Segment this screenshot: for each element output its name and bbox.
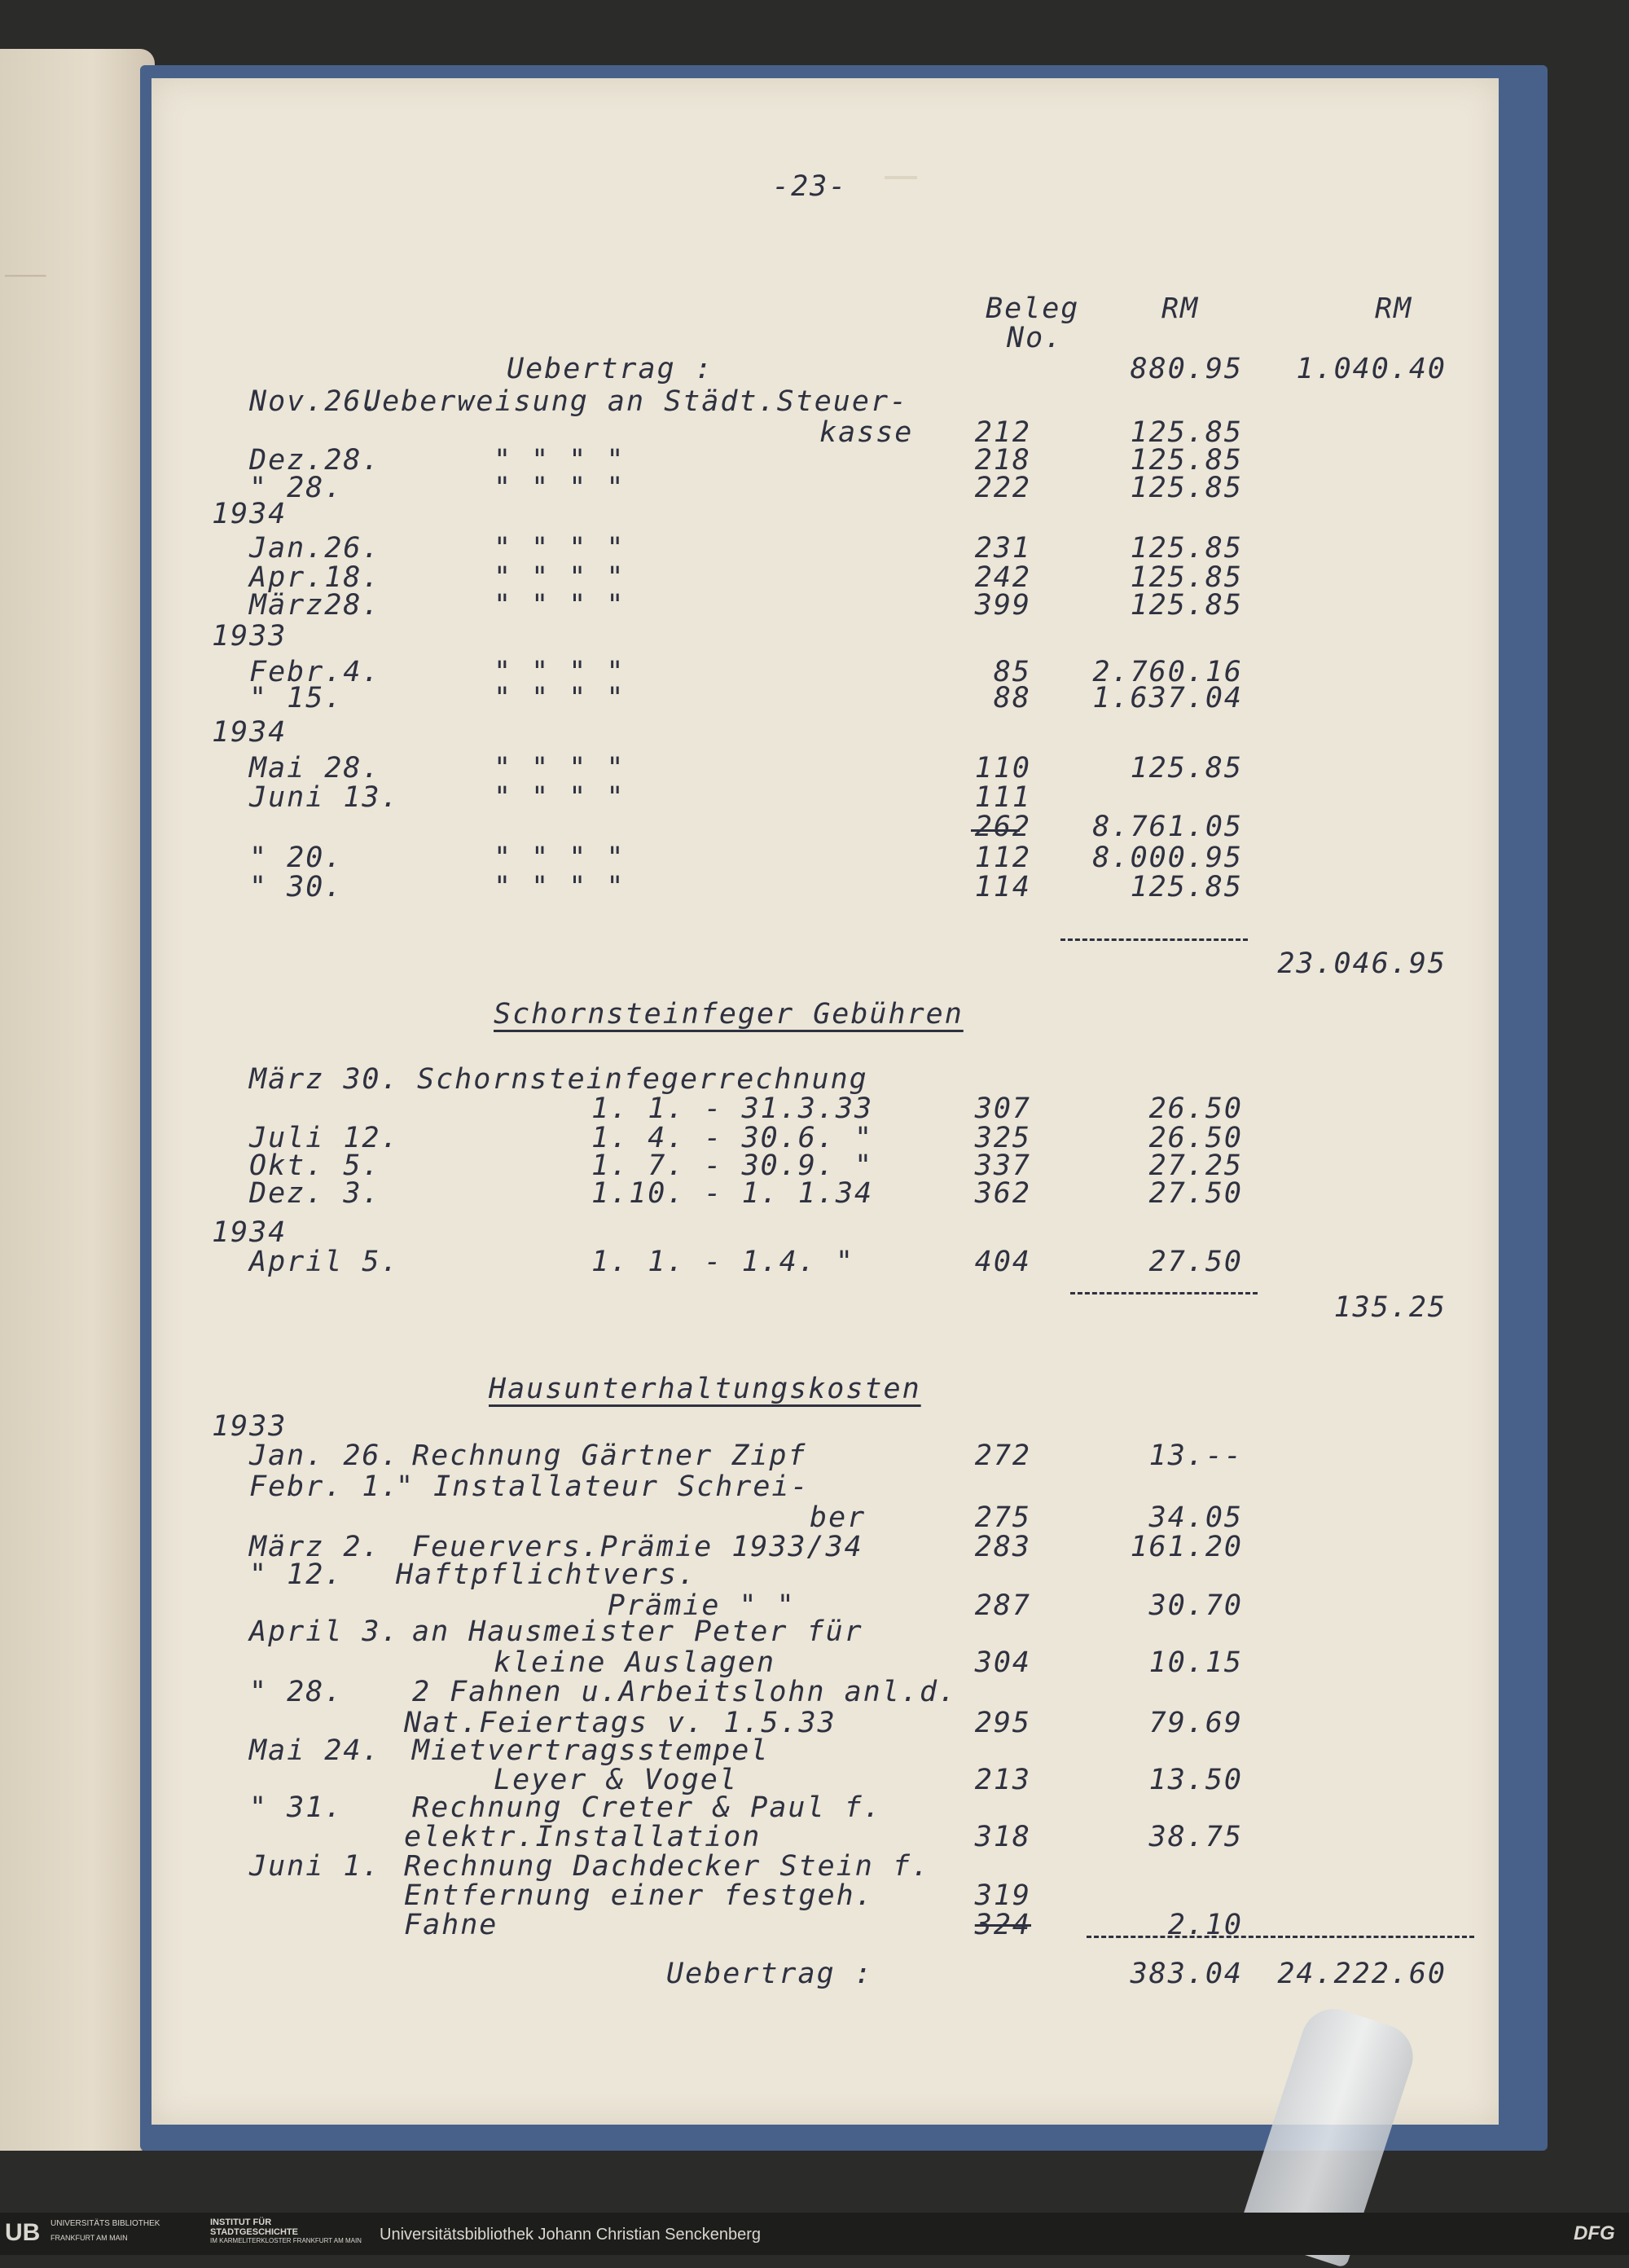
entry-beleg-no: 213 — [974, 1764, 1031, 1796]
entry-date: Mai 28. — [249, 752, 381, 785]
entry-description: Nat.Feiertags v. 1.5.33 — [404, 1707, 836, 1739]
entry-beleg-no: 287 — [974, 1589, 1031, 1622]
entry-beleg-no: 399 — [974, 589, 1031, 622]
entry-amount: 10.15 — [1148, 1646, 1243, 1679]
entry-description: Schornsteinfegerrechnung — [417, 1063, 868, 1096]
entry-beleg-no: 324 — [974, 1909, 1031, 1941]
entry-beleg-no: 242 — [974, 561, 1031, 594]
entry-beleg-no: 231 — [974, 532, 1031, 565]
entry-amount: 125.85 — [1130, 444, 1243, 477]
entry-description: Feuervers.Prämie 1933/34 — [412, 1531, 863, 1563]
entry-date: April 3. — [249, 1615, 400, 1648]
entry-date: Jan.26. — [249, 532, 381, 565]
entry-date: " 31. — [249, 1791, 344, 1824]
entry-beleg-no: 262 — [974, 811, 1031, 843]
entry-date: Juli 12. — [249, 1122, 400, 1154]
entry-description: " " " " — [494, 444, 626, 477]
document-page — [151, 78, 1499, 2125]
ub-logo: UB — [5, 2219, 41, 2246]
header-beleg: Beleg — [986, 292, 1080, 325]
entry-date: März 2. — [249, 1531, 381, 1563]
entry-description: 1. 4. - 30.6. " — [591, 1122, 874, 1154]
entry-amount: 8.761.05 — [1092, 811, 1243, 843]
entry-date: Febr. 1. — [249, 1470, 400, 1503]
year-label: 1934 — [212, 716, 288, 749]
entry-amount: 8.000.95 — [1092, 842, 1243, 874]
entry-date: Dez. 3. — [249, 1177, 381, 1210]
entry-description: Rechnung Dachdecker Stein f. — [404, 1850, 931, 1883]
entry-amount: 79.69 — [1148, 1707, 1243, 1739]
entry-date: März 30. — [249, 1063, 400, 1096]
bleed-text: ——— — [5, 261, 46, 288]
entry-amount: 26.50 — [1148, 1122, 1243, 1154]
entry-description: Mietvertragsstempel — [412, 1734, 770, 1767]
entry-beleg-no: 110 — [974, 752, 1031, 785]
entry-description: Fahne — [404, 1909, 498, 1941]
entry-amount: 125.85 — [1130, 472, 1243, 504]
entry-amount: 1.637.04 — [1092, 682, 1243, 714]
entry-amount: 125.85 — [1130, 561, 1243, 594]
entry-beleg-no: 272 — [974, 1439, 1031, 1472]
entry-amount: 26.50 — [1148, 1092, 1243, 1125]
entry-description: an Hausmeister Peter für — [412, 1615, 863, 1648]
beleg-underline — [971, 829, 1020, 832]
entry-beleg-no: 218 — [974, 444, 1031, 477]
entry-amount: 2.760.16 — [1092, 656, 1243, 688]
entry-amount: 2.10 — [1167, 1909, 1243, 1941]
entry-description: kasse — [819, 416, 914, 449]
entry-beleg-no: 362 — [974, 1177, 1031, 1210]
header-rm-total: RM — [1375, 292, 1413, 325]
entry-beleg-no: 283 — [974, 1531, 1031, 1563]
entry-description: Haftpflichtvers. — [396, 1558, 697, 1591]
entry-beleg-no: 222 — [974, 472, 1031, 504]
entry-amount: 13.50 — [1148, 1764, 1243, 1796]
entry-description: " " " " — [494, 752, 626, 785]
entry-amount: 27.25 — [1148, 1149, 1243, 1182]
entry-beleg-no: 212 — [974, 416, 1031, 449]
entry-amount: 30.70 — [1148, 1589, 1243, 1622]
entry-amount: 125.85 — [1130, 589, 1243, 622]
entry-beleg-no: 307 — [974, 1092, 1031, 1125]
entry-description: ber — [810, 1501, 867, 1534]
running-total: 135.25 — [1333, 1291, 1447, 1324]
entry-beleg-no: 319 — [974, 1879, 1031, 1912]
entry-beleg-no: 404 — [974, 1246, 1031, 1278]
entry-date: Juni 1. — [249, 1850, 381, 1883]
entry-date: April 5. — [249, 1246, 400, 1278]
entry-description: " " " " — [494, 656, 626, 688]
entry-amount: 880.95 — [1130, 353, 1243, 385]
section-heading: Schornsteinfeger Gebühren — [494, 998, 964, 1031]
ub-logo-sub: FRANKFURT AM MAIN — [50, 2234, 128, 2242]
year-label: 1933 — [212, 620, 288, 653]
entry-date: Dez.28. — [249, 444, 381, 477]
footer-bar — [0, 2213, 1629, 2255]
entry-beleg-no: 85 — [993, 656, 1031, 688]
entry-date: " 28. — [249, 1676, 344, 1708]
entry-beleg-no: 275 — [974, 1501, 1031, 1534]
entry-date: März28. — [249, 589, 381, 622]
sum-rule-3 — [1087, 1936, 1474, 1938]
entry-description: " " " " — [494, 589, 626, 622]
entry-amount: 125.85 — [1130, 416, 1243, 449]
entry-description: kleine Auslagen — [494, 1646, 776, 1679]
entry-description: Entfernung einer festgeh. — [404, 1879, 874, 1912]
entry-date: " 20. — [249, 842, 344, 874]
entry-description: " " " " — [494, 781, 626, 814]
entry-amount: 125.85 — [1130, 752, 1243, 785]
entry-description: " " " " — [494, 472, 626, 504]
entry-description: " " " " — [494, 532, 626, 565]
entry-amount: 13.-- — [1148, 1439, 1243, 1472]
entry-date: Jan. 26. — [249, 1439, 400, 1472]
running-total: 23.046.95 — [1277, 947, 1447, 980]
entry-description: " " " " — [494, 561, 626, 594]
entry-description: Leyer & Vogel — [494, 1764, 738, 1796]
running-total: 1.040.40 — [1296, 353, 1447, 385]
header-rm: RM — [1161, 292, 1200, 325]
entry-description: Prämie " " — [608, 1589, 796, 1622]
dfg-logo: DFG — [1574, 2222, 1615, 2244]
year-label: 1934 — [212, 1216, 288, 1249]
entry-description: " " " " — [494, 682, 626, 714]
running-total: 24.222.60 — [1277, 1958, 1447, 1990]
section-heading: Hausunterhaltungskosten — [489, 1373, 921, 1405]
entry-beleg-no: 114 — [974, 871, 1031, 903]
entry-amount: 125.85 — [1130, 871, 1243, 903]
entry-date: Febr.4. — [249, 656, 381, 688]
entry-beleg-no: 88 — [993, 682, 1031, 714]
previous-page-edge — [0, 49, 155, 2151]
carryover-label: Uebertrag : — [507, 353, 714, 385]
entry-description: Rechnung Creter & Paul f. — [412, 1791, 882, 1824]
entry-date: " 12. — [249, 1558, 344, 1591]
entry-description: Rechnung Gärtner Zipf — [412, 1439, 807, 1472]
carryover-label: Uebertrag : — [666, 1958, 873, 1990]
entry-description: " " " " — [494, 842, 626, 874]
entry-description: " " " " — [494, 871, 626, 903]
entry-beleg-no: 325 — [974, 1122, 1031, 1154]
entry-date: Apr.18. — [249, 561, 381, 594]
year-label: 1934 — [212, 498, 288, 530]
sum-rule-2 — [1070, 1292, 1258, 1294]
header-no: No. — [1007, 322, 1064, 354]
entry-description: 1. 1. - 31.3.33 — [591, 1092, 874, 1125]
entry-date: Mai 24. — [249, 1734, 381, 1767]
entry-amount: 27.50 — [1148, 1177, 1243, 1210]
entry-date: " 28. — [249, 472, 344, 504]
entry-amount: 161.20 — [1130, 1531, 1243, 1563]
entry-description: 1. 7. - 30.9. " — [591, 1149, 874, 1182]
entry-date: " 15. — [249, 682, 344, 714]
entry-amount: 34.05 — [1148, 1501, 1243, 1534]
library-name: Universitätsbibliothek Johann Christian Senckenberg — [380, 2226, 762, 2244]
entry-beleg-no: 337 — [974, 1149, 1031, 1182]
isg-logo-sub: IM KARMELITERKLOSTER FRANKFURT AM MAIN — [210, 2237, 362, 2244]
entry-beleg-no: 304 — [974, 1646, 1031, 1679]
year-label: 1933 — [212, 1410, 288, 1443]
entry-date: " 30. — [249, 871, 344, 903]
page-number: -23- — [772, 170, 848, 203]
sum-rule-1 — [1060, 938, 1248, 941]
entry-beleg-no: 111 — [974, 781, 1031, 814]
entry-amount: 27.50 — [1148, 1246, 1243, 1278]
entry-description: Ueberweisung an Städt.Steuer- — [363, 385, 909, 418]
entry-amount: 383.04 — [1130, 1958, 1243, 1990]
entry-amount: 38.75 — [1148, 1821, 1243, 1853]
ub-logo-text: UNIVERSITÄTS BIBLIOTHEK — [50, 2219, 160, 2228]
entry-date: Nov.26. — [249, 385, 381, 418]
entry-description: 1.10. - 1. 1.34 — [591, 1177, 874, 1210]
entry-beleg-no: 318 — [974, 1821, 1031, 1853]
entry-date: Juni 13. — [249, 781, 400, 814]
entry-description: elektr.Installation — [404, 1821, 762, 1853]
isg-logo: INSTITUT FÜR STADTGESCHICHTE — [210, 2217, 298, 2237]
entry-beleg-no: 112 — [974, 842, 1031, 874]
entry-beleg-no: 295 — [974, 1707, 1031, 1739]
entry-description: " Installateur Schrei- — [396, 1470, 810, 1503]
entry-description: 1. 1. - 1.4. " — [591, 1246, 855, 1278]
entry-date: Okt. 5. — [249, 1149, 381, 1182]
entry-amount: 125.85 — [1130, 532, 1243, 565]
entry-description: 2 Fahnen u.Arbeitslohn anl.d. — [412, 1676, 958, 1708]
